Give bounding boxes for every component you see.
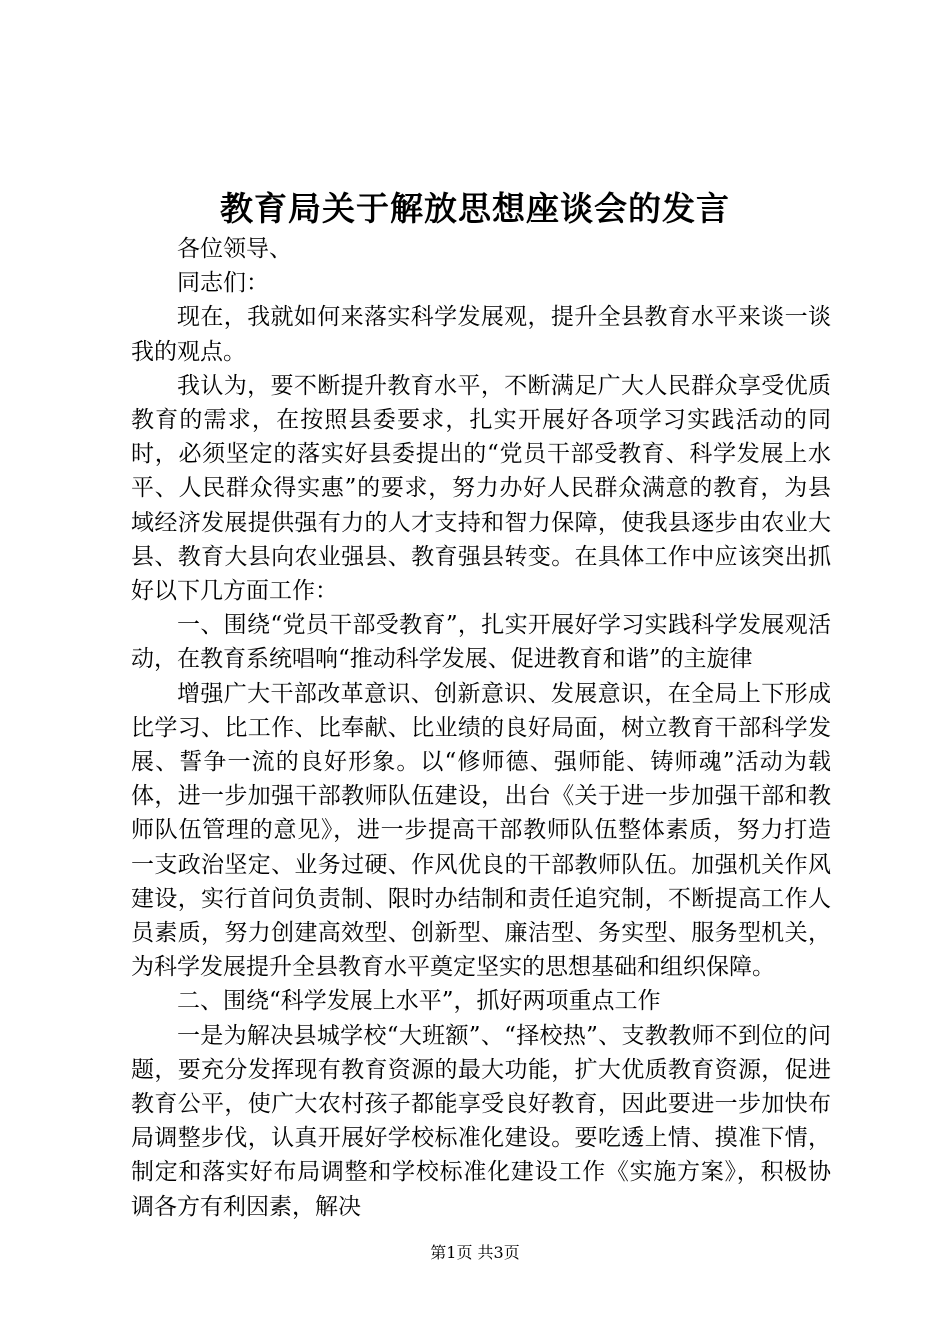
paragraph-layout-adjustment: 一是为解决县城学校“大班额”、“择校热”、支教教师不到位的问题，要充分发挥现有教育资源的最大功能，扩大优质教育资源，促进教育公平，使广大农村孩子都能享受良好教育，因此要进一步加快布局调整步伐，认真开展好学校标准化建设。要吃透上情、摸准下情，制定和落实好布局调整和学校标准化建设工作《实施方案》，积极协调各方有利因素，解决	[131, 1022, 831, 1220]
section-heading-one: 一、围绕“党员干部受教育”，扎实开展好学习实践科学发展观活动，在教育系统唱响“推动科学发展、促进教育和谐”的主旋律	[131, 612, 831, 673]
salutation-leaders: 各位领导、	[177, 236, 292, 262]
document-title: 教育局关于解放思想座谈会的发言	[220, 189, 730, 228]
page-number-footer: 第1页 共3页	[430, 1243, 520, 1262]
document-body	[131, 232, 831, 1224]
section-heading-two: 二、围绕“科学发展上水平”，抓好两项重点工作	[177, 988, 661, 1015]
paragraph-cadre-awareness: 增强广大干部改革意识、创新意识、发展意识，在全局上下形成比学习、比工作、比奉献、比业绩的良好局面，树立教育干部科学发展、誓争一流的良好形象。以“修师德、强师能、铸师魂”活动为载体，进一步加强干部教师队伍建设，出台《关于进一步加强干部和教师队伍管理的意见》，进一步提高干部教师队伍整体素质，努力打造一支政治坚定、业务过硬、作风优良的干部教师队伍。加强机关作风建设，实行首问负责制、限时办结制和责任追究制，不断提高工作人员素质，努力创建高效型、创新型、廉洁型、务实型、服务型机关，为科学发展提升全县教育水平奠定坚实的思想基础和组织保障。	[131, 680, 831, 981]
paragraph-opinion: 我认为，要不断提升教育水平，不断满足广大人民群众享受优质教育的需求，在按照县委要求，扎实开展好各项学习实践活动的同时，必须坚定的落实好县委提出的“党员干部受教育、科学发展上水平、人民群众得实惠”的要求，努力办好人民群众满意的教育，为县域经济发展提供强有力的人才支持和智力保障，使我县逐步由农业大县、教育大县向农业强县、教育强县转变。在具体工作中应该突出抓好以下几方面工作：	[131, 372, 831, 605]
paragraph-intro: 现在，我就如何来落实科学发展观，提升全县教育水平来谈一谈我的观点。	[131, 304, 831, 365]
salutation-comrades: 同志们：	[177, 270, 269, 297]
